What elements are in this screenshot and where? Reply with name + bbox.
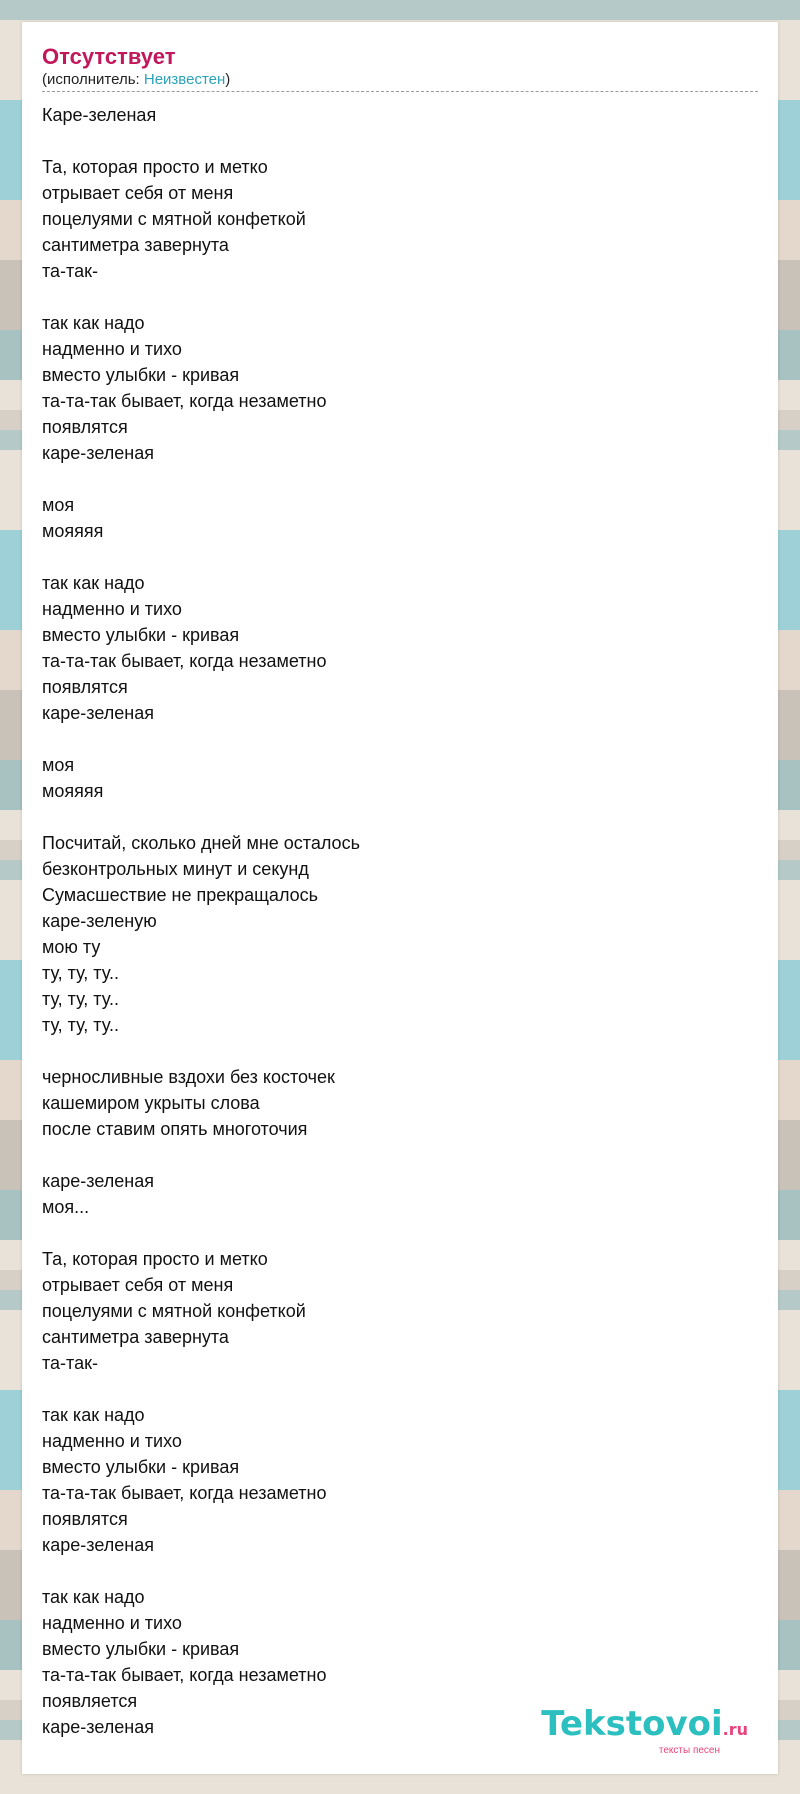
logo-tld: .ru [722, 1720, 748, 1739]
song-title: Отсутствует [42, 44, 176, 69]
lyrics-text: Каре-зеленая Та, которая просто и метко отрывает себя от меня поцелуями с мятной конфеткой сантиметра завернута та-так- так как надо надменно и тихо вместо улыбки - кривая та-та-так бывает, когда незаметно появлятся каре-зеленая моя мояяяя так как надо надменно и тихо вместо улыбки - кривая та-та-так бывает, когда незаметно появлятся каре-зеленая моя мояяяя Посчитай, сколько дней мне осталось безконтрольных минут и секунд Сумасшествие не прекращалось каре-зеленую мою ту ту, ту, ту.. ту, ту, ту.. ту, ту, ту.. черносливные вздохи без косточек кашемиром укрыты слова после ставим опять многоточия каре-зеленая моя... Та, которая просто и метко отрывает себя от меня поцелуями с мятной конфеткой сантиметра завернута та-так- так как надо надменно и тихо вместо улыбки - кривая та-та-так бывает, когда незаметно появлятся каре-зеленая так как надо надменно и тихо вместо улыбки - кривая та-та-так бывает, когда незаметно появляется каре-зеленая [42, 105, 360, 1737]
logo-wordmark [541, 1704, 748, 1747]
content-card [22, 22, 778, 1774]
logo-main-text: Tekstovoi [541, 1704, 723, 1744]
artist-prefix: (исполнитель: [42, 71, 144, 88]
song-header [42, 44, 758, 90]
header-divider [42, 91, 758, 92]
site-logo[interactable] [541, 1704, 748, 1756]
artist-link[interactable]: Неизвестен [143, 71, 226, 88]
artist-suffix: ) [225, 71, 231, 88]
artist-line [42, 70, 758, 90]
logo-subtitle: тексты песен [658, 1745, 720, 1756]
